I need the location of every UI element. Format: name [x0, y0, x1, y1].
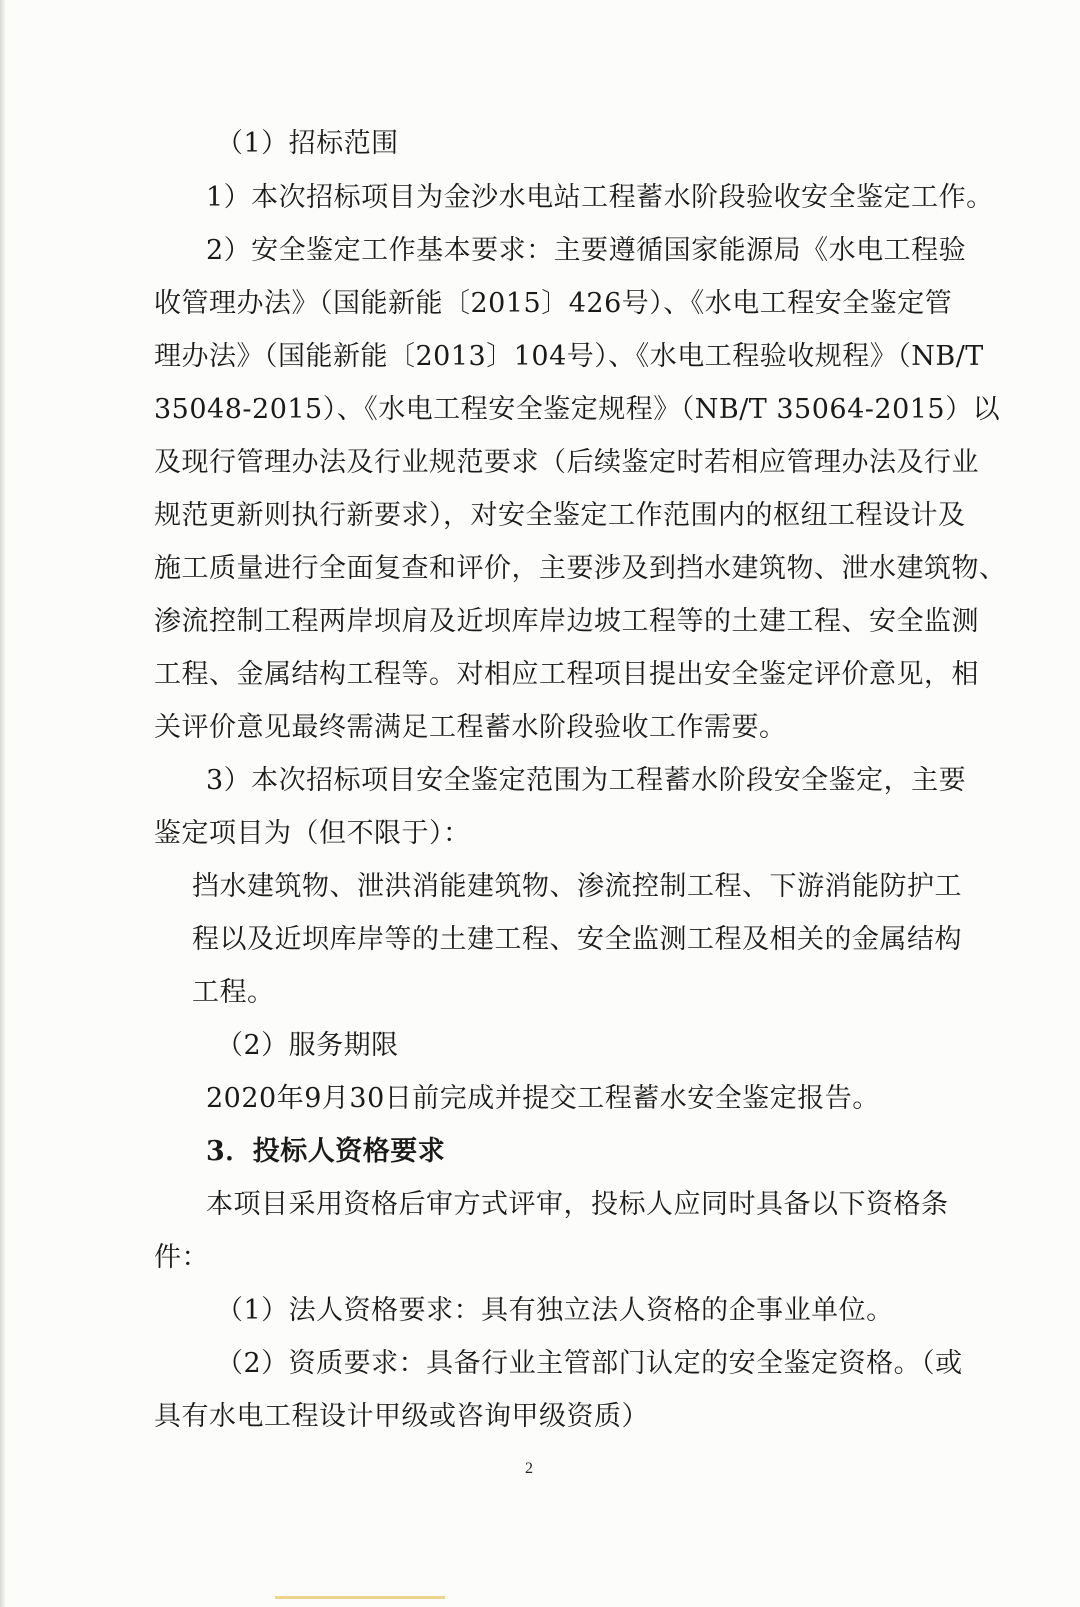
paragraph-line: 挡水建筑物、泄洪消能建筑物、渗流控制工程、下游消能防护工 [192, 871, 962, 902]
paragraph-line: 工程。 [192, 977, 275, 1008]
paragraph-line: 35048-2015）、《水电工程安全鉴定规程》（NB/T 35064-2015）以 [154, 394, 1001, 425]
paragraph-line: 及现行管理办法及行业规范要求（后续鉴定时若相应管理办法及行业 [154, 447, 979, 478]
paragraph-line: （1）法人资格要求：具有独立法人资格的企事业单位。 [216, 1295, 894, 1326]
paragraph-line: 收管理办法》（国能新能〔2015〕426号）、《水电工程安全鉴定管 [154, 288, 953, 319]
paragraph-line: （2）资质要求：具备行业主管部门认定的安全鉴定资格。（或 [216, 1348, 963, 1379]
paragraph-line: 本项目采用资格后审方式评审，投标人应同时具备以下资格条 [206, 1189, 949, 1220]
scan-edge-shadow [0, 0, 6, 1607]
paragraph-line: 工程、金属结构工程等。对相应工程项目提出安全鉴定评价意见，相 [154, 659, 979, 690]
paragraph-line: 程以及近坝库岸等的土建工程、安全监测工程及相关的金属结构 [192, 924, 962, 955]
paragraph-line: 1）本次招标项目为金沙水电站工程蓄水阶段验收安全鉴定工作。 [206, 182, 994, 213]
subsection-heading-scope: （1）招标范围 [216, 128, 399, 159]
paragraph-line: 施工质量进行全面复查和评价，主要涉及到挡水建筑物、泄水建筑物、 [154, 553, 1007, 584]
paragraph-line: 关评价意见最终需满足工程蓄水阶段验收工作需要。 [154, 712, 787, 743]
paragraph-line: 鉴定项目为（但不限于）： [154, 818, 471, 849]
paragraph-line: 件： [154, 1242, 209, 1273]
paragraph-line: 规范更新则执行新要求），对安全鉴定工作范围内的枢纽工程设计及 [154, 500, 966, 531]
paragraph-line: 2）安全鉴定工作基本要求：主要遵循国家能源局《水电工程验 [206, 235, 967, 266]
paragraph-line: 具有水电工程设计甲级或咨询甲级资质） [154, 1401, 649, 1432]
subsection-heading-service-period: （2）服务期限 [216, 1030, 399, 1061]
paragraph-line: 3）本次招标项目安全鉴定范围为工程蓄水阶段安全鉴定，主要 [206, 765, 967, 796]
paragraph-line: 理办法》（国能新能〔2013〕104号）、《水电工程验收规程》（NB/T [154, 341, 984, 372]
page-number: 2 [525, 1460, 533, 1477]
scan-artifact [275, 1596, 445, 1599]
section-heading-qualifications: 3．投标人资格要求 [206, 1136, 446, 1167]
paragraph-line: 2020年9月30日前完成并提交工程蓄水安全鉴定报告。 [206, 1083, 880, 1114]
paragraph-line: 渗流控制工程两岸坝肩及近坝库岸边坡工程等的土建工程、安全监测 [154, 606, 979, 637]
